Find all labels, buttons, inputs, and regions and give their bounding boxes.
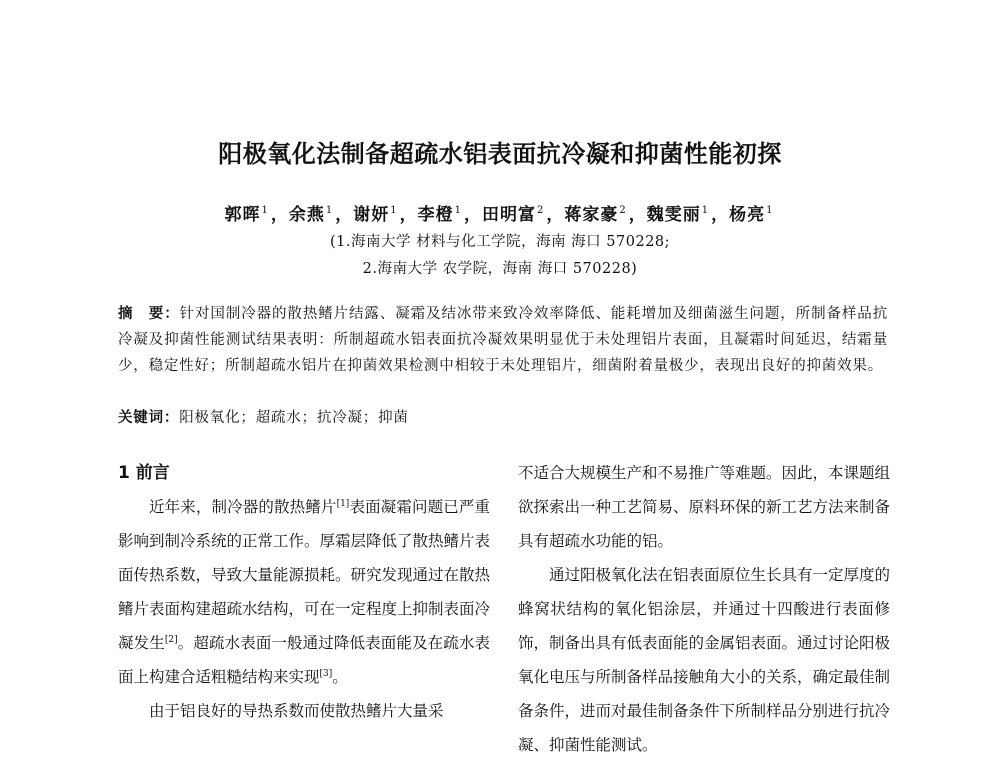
author: 蒋家豪$^2$ ， <box>564 205 647 225</box>
body-paragraph: 由于铝良好的导热系数而使散热鳍片大量采 <box>149 702 444 720</box>
right-column <box>518 456 890 762</box>
keywords <box>118 405 888 431</box>
paper-title: 阳极氧化法制备超疏水铝表面抗冷凝和抑菌性能初探 <box>218 140 782 168</box>
abstract-label: 摘 要： <box>118 306 180 322</box>
author: 杨亮$^1$ <box>729 205 774 225</box>
abstract-text: 针对国制冷器的散热鳍片结露、凝霜及结冰带来致冷效率降低、能耗增加及细菌滋生问题，所制备样品抗冷凝及抑菌性能测试结果表明：所制超疏水铝表面抗冷凝效果明显优于未处理铝片表面，且凝霜时间延迟，结霜量少，稳定性好；所制超疏水铝片在抑菌效果检测中相较于未处理铝片，细菌附着量极少，表现出良好的抑菌效果。 <box>118 306 888 374</box>
affiliation-line-1: (1.海南大学 材料与化工学院，海南 海口 570228; <box>329 234 671 250</box>
section-heading: 1 前言 <box>118 463 170 483</box>
keywords-label: 关键词： <box>118 410 180 426</box>
body-paragraph: 近年来，制冷器的散热鳍片[1]表面凝霜问题已严重影响到制冷系统的正常工作。厚霜层降低了散热鳍片表面传热系数，导致大量能源损耗。研究发现通过在散热鳍片表面构建超疏水结构，可在一定程度上抑制表面冷凝发生[2]。超疏水表面一般通过降低表面能及在疏水表面上构建合适粗糙结构来实现[3]。 <box>118 498 491 686</box>
affiliation-line-2: 2.海南大学 农学院，海南 海口 570228) <box>362 261 638 277</box>
citation-ref: [1] <box>336 498 350 509</box>
author: 魏雯丽$^1$ ， <box>646 205 730 225</box>
left-column <box>118 456 490 728</box>
keywords-text: 阳极氧化；超疏水；抗冷凝；抑菌 <box>179 410 409 426</box>
citation-ref: [3] <box>319 668 333 679</box>
body-paragraph: 通过阳极氧化法在铝表面原位生长具有一定厚度的蜂窝状结构的氧化铝涂层，并通过十四酸进行表面修饰，制备出具有低表面能的金属铝表面。通过讨论阳极氧化电压与所制备样品接触角大小的关系，确定最佳制备条件，进而对最佳制备条件下所制样品分别进行抗冷凝、抑菌性能测试。 <box>518 566 891 754</box>
author: 谢妍$^1$ ， <box>353 205 418 225</box>
citation-ref: [2] <box>164 634 178 645</box>
author: 田明富$^2$ ， <box>482 205 565 225</box>
author-list <box>0 200 1000 225</box>
author: 郭晖$^1$ ， <box>224 205 289 225</box>
body-paragraph: 不适合大规模生产和不易推广等难题。因此，本课题组欲探索出一种工艺简易、原料环保的新工艺方法来制备具有超疏水功能的铝。 <box>518 464 891 550</box>
abstract <box>118 301 888 379</box>
author: 余燕$^1$ ， <box>288 205 354 225</box>
author: 李橙$^1$ ， <box>417 205 482 225</box>
